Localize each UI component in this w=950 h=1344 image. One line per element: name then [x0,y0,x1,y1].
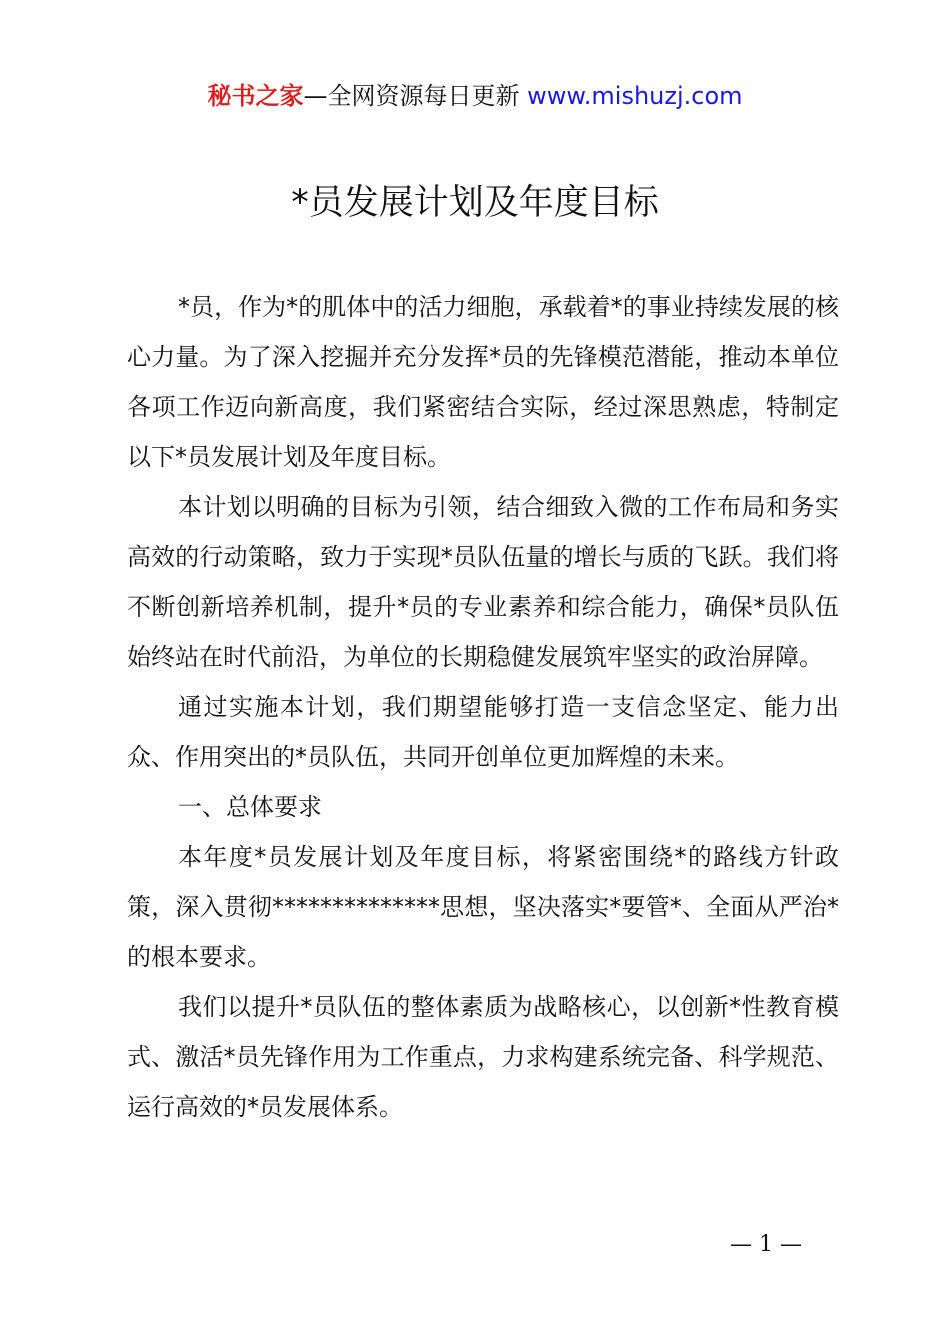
section-heading: 一、总体要求 [178,793,322,821]
site-brand: 秘书之家 [207,82,304,110]
page-number: — 1 — [730,1232,802,1257]
site-tagline: —全网资源每日更新 [303,82,528,110]
site-banner [0,78,950,114]
body-paragraph: 我们以提升*员队伍的整体素质为战略核心，以创新*性教育模式、激活*员先锋作用为工作重点，力求构建系统完备、科学规范、运行高效的*员发展体系。 [127,993,839,1121]
document-title: *员发展计划及年度目标 [291,183,659,223]
body-paragraph: 本年度*员发展计划及年度目标，将紧密围绕*的路线方针政策，深入贯彻**************思想，坚决落实*要管*、全面从严治*的根本要求。 [127,843,839,971]
document-body [127,282,839,1132]
body-paragraph: *员，作为*的肌体中的活力细胞，承载着*的事业持续发展的核心力量。为了深入挖掘并充分发挥*员的先锋模范潜能，推动本单位各项工作迈向新高度，我们紧密结合实际，经过深思熟虑，特制定以下*员发展计划及年度目标。 [127,293,839,471]
body-paragraph: 通过实施本计划，我们期望能够打造一支信念坚定、能力出众、作用突出的*员队伍，共同开创单位更加辉煌的未来。 [127,693,839,771]
body-paragraph: 本计划以明确的目标为引领，结合细致入微的工作布局和务实高效的行动策略，致力于实现*员队伍量的增长与质的飞跃。我们将不断创新培养机制，提升*员的专业素养和综合能力，确保*员队伍始终站在时代前沿，为单位的长期稳健发展筑牢坚实的政治屏障。 [127,493,839,671]
site-url-link[interactable]: www.mishuzj.com [527,82,743,110]
